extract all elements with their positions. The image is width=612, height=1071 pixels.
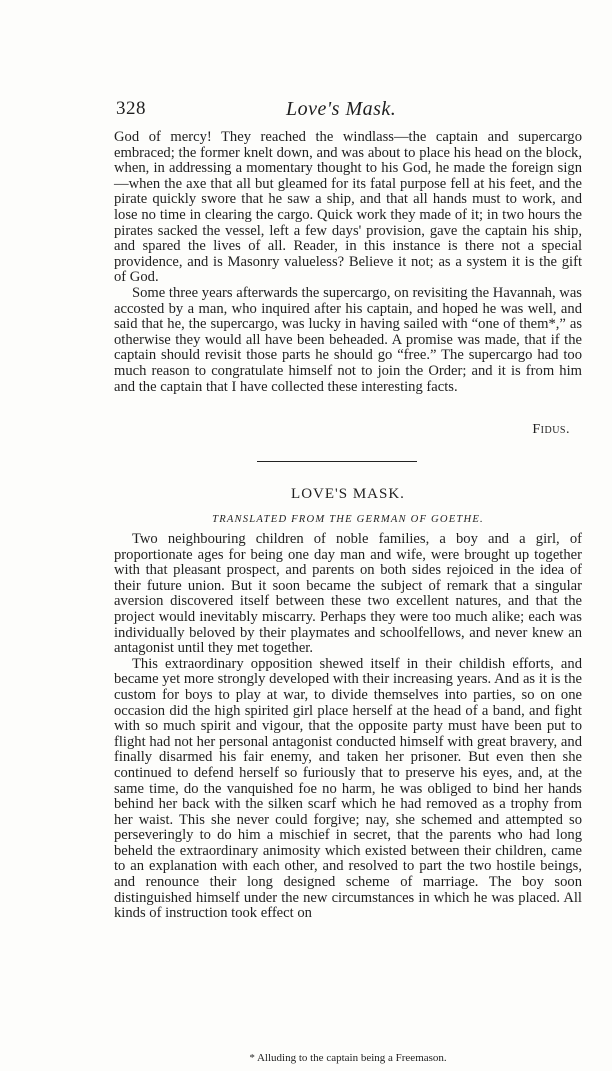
preceding-article-body [114, 130, 582, 395]
author-signature: Fidus. [532, 422, 570, 437]
paragraph: This extraordinary opposition shewed itself in their childish efforts, and became yet more strongly developed with their increasing years. And as it is the custom for boys to play at war, to divide themselves into parties, so on one occasion did the high spirited girl place herself at the head of a band, and fight with so much spirit and vigour, that the opposite party must have been put to flight had not her personal antagonist conducted himself with great bravery, and finally disarmed his fair enemy, and taken her prisoner. But even then she continued to defend herself so furiously that to preserve his eyes, and, at the same time, do the vanquished foe no harm, he was obliged to bind her hands behind her back with the silken scarf which he had removed as a trophy from her waist. This she never could forgive; nay, she schemed and attempted so perseveringly to do him a mischief in secret, that the parents who had long beheld the extraordinary animosity which existed between their children, came to an explanation with each other, and resolved to part the two hostile beings, and renounce their long designed scheme of marriage. The boy soon distinguished himself under the new circumstances in which he was placed. All kinds of instruction took effect on [114, 655, 582, 922]
page-header [116, 98, 576, 122]
paragraph: Some three years afterwards the supercargo, on revisiting the Havannah, was accosted by a man, who inquired after his captain, and hoped he was well, and said that he, the supercargo, was lucky in having sailed with “one of them*,” as otherwise they would all have been beheaded. A promise was made, that if the captain should revisit those parts he should go “free.” The supercargo had too much reason to congratulate himself not to join the Order; and it is from him and the captain that I have collected these interesting facts. [114, 284, 582, 395]
footnote: * Alluding to the captain being a Freemason. [249, 1052, 447, 1064]
paragraph: Two neighbouring children of noble families, a boy and a girl, of proportionate ages for being one day man and wife, were brought up together with that pleasant prospect, and parents on both sides rejoiced in the idea of their future union. But it soon became the subject of remark that a singular aversion discovered itself between these two excellent natures, and that the project would inevitably miscarry. Perhaps they were too much alike; each was individually beloved by their playmates and schoolfellows, and never knew an antagonist until they met together. [114, 531, 582, 657]
running-title: Love's Mask. [286, 98, 397, 120]
page-number: 328 [116, 98, 146, 119]
article-subtitle: TRANSLATED FROM THE GERMAN OF GOETHE. [212, 514, 484, 525]
section-divider [257, 461, 417, 462]
paragraph: God of mercy! They reached the windlass—the captain and supercargo embraced; the former knelt down, and was about to place his head on the block, when, in addressing a momentary thought to his God, he made the foreign sign—when the axe that all but gleamed for its fatal purpose fell at his feet, and the pirate quickly swore that he saw a ship, and that all hands must to work, and lose no time in clearing the cargo. Quick work they made of it; in two hours the pirates sacked the vessel, left a few days' provision, gave the captain his ship, and spared the lives of all. Reader, in this instance is there not a special providence, and is Masonry valueless? Believe it not; as a system it is the gift of God. [114, 129, 582, 286]
article-body [114, 532, 582, 922]
article-title: LOVE'S MASK. [291, 486, 405, 502]
